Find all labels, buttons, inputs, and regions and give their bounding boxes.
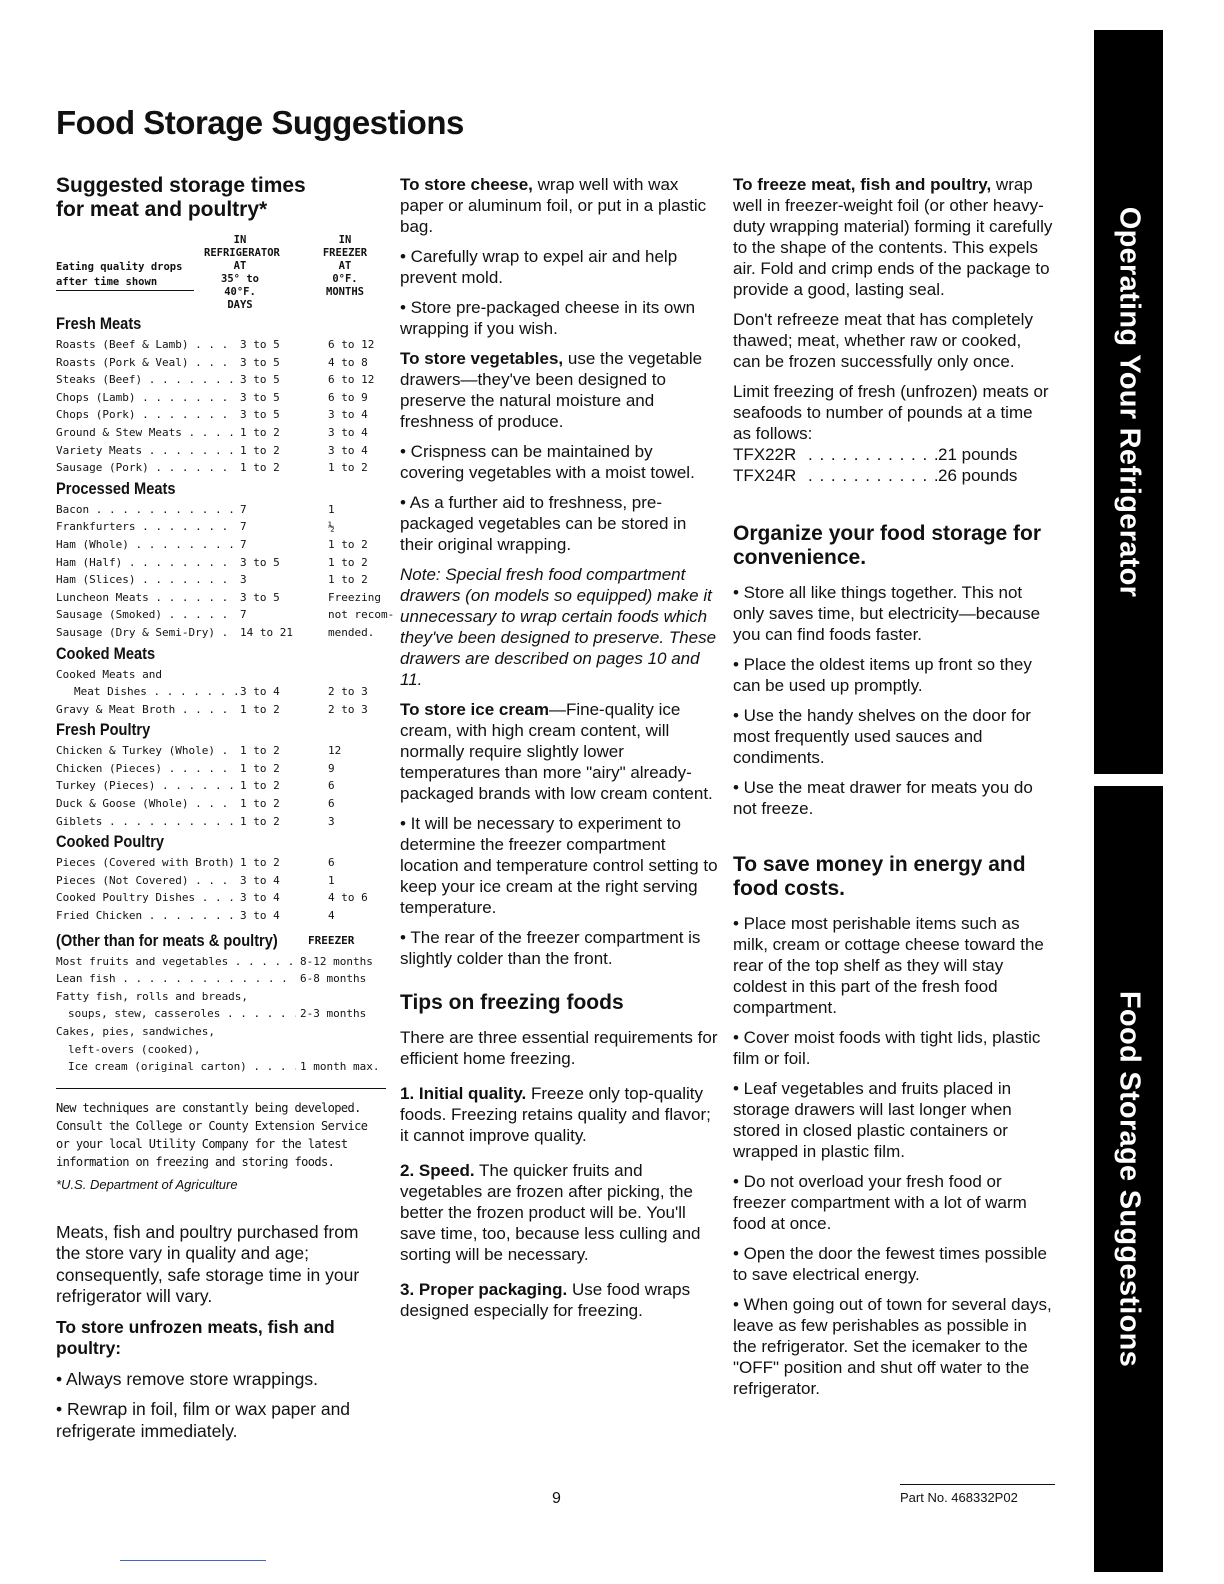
refrigerator-days: 7 — [238, 606, 247, 624]
storage-column — [56, 174, 395, 1451]
table-row — [56, 501, 386, 519]
money-bullet-4: • Do not overload your fresh food or freezer compartment with a lot of warm food at once. — [733, 1172, 1027, 1233]
part-number: Part No. 468332P02 — [900, 1484, 1055, 1505]
table-row — [56, 970, 386, 988]
table-row — [56, 424, 386, 442]
freezer-months: 3 to 4 — [328, 425, 368, 439]
refrigerator-days: 3 to 5 — [238, 589, 280, 607]
tip-2: 2. Speed. The quicker fruits and vegetables are frozen after picking, the better the frozen product will be. You'll save time, too, because less culling and sorting will be necessary. — [400, 1161, 701, 1264]
drawers-note: Note: Special fresh food compartment drawers (on models so equipped) make it unnecessary to wrap certain foods which they've been designed to preserve. These drawers are described on pages 10 and 11. — [400, 565, 717, 689]
table-row — [56, 872, 386, 890]
freezer-months: 4 — [328, 909, 335, 923]
table-row — [56, 813, 386, 831]
freezer-months: 3 to 4 — [328, 443, 368, 457]
money-bullet-1: • Place most perishable items such as milk, cream or cottage cheese toward the rear of the top shelf as they will stay coldest in this part of the fresh food compartment. — [733, 914, 1044, 1017]
food-item: Cooked Poultry Dishes . . . — [56, 889, 236, 907]
food-item: Bacon . . . — [56, 501, 236, 519]
techniques-note: New techniques are constantly being developed. Consult the College or County Extension Service or your local Utility Company for the latest information on freezing and storing foods. — [56, 1100, 368, 1169]
table-row — [56, 666, 386, 684]
storage-heading: Suggested storage times for meat and poultry* — [56, 174, 306, 221]
freezer-time: 6-8 months — [298, 970, 366, 988]
food-item: Meat Dishes . . . — [74, 683, 254, 701]
table-row — [56, 371, 386, 389]
meats-purchased-text: Meats, fish and poultry purchased from the store vary in quality and age; consequently, safe storage time in your refrigerator will vary. — [56, 1221, 360, 1307]
food-item: Cooked Meats and — [56, 667, 162, 681]
page-title: Food Storage Suggestions — [56, 104, 464, 141]
freezer-months: 1 to 2 — [328, 461, 368, 475]
food-item: Pieces (Not Covered) . . . — [56, 872, 236, 890]
refrigerator-days: 1 to 2 — [238, 760, 280, 778]
category-heading: Cooked Poultry — [56, 832, 165, 852]
freezer-months: 6 — [328, 856, 335, 870]
freezer-months: 6 to 12 — [328, 373, 375, 387]
cheese-bullet-1: • Carefully wrap to expel air and help prevent mold. — [400, 247, 678, 287]
table-row — [56, 683, 386, 701]
food-item: left-overs (cooked), — [68, 1042, 201, 1056]
refrigerator-days: 1 to 2 — [238, 854, 280, 872]
food-item: Luncheon Meats . . . — [56, 589, 236, 607]
refrigerator-days: 3 to 5 — [238, 389, 280, 407]
source-note: *U.S. Department of Agriculture — [56, 1176, 238, 1192]
table-row — [56, 777, 386, 795]
model-row: TFX22R . . . 21 pounds — [733, 444, 1033, 465]
table-row — [56, 442, 386, 460]
refrigerator-days: 7 — [238, 518, 247, 536]
food-item: Duck & Goose (Whole) . . . — [56, 795, 236, 813]
food-item: Fatty fish, rolls and breads, — [56, 989, 249, 1003]
page-number: 9 — [552, 1490, 561, 1507]
refrigerator-days: 1 to 2 — [238, 701, 280, 719]
freezer-months: 6 — [328, 779, 335, 793]
freezer-months: 1 — [328, 873, 335, 887]
right-column — [733, 174, 1053, 1408]
money-bullet-5: • Open the door the fewest times possible to save electrical energy. — [733, 1244, 1048, 1284]
table-row — [56, 953, 386, 971]
freeze-meat-paragraph: To freeze meat, fish and poultry, wrap well in freezer-weight foil (or other heavy-duty wrapping material) forming it carefully to the shape of the contents. This expels air. Fold and crimp ends of the package to provide a good, lasting seal. — [733, 175, 1053, 299]
vegetables-bullet-2: • As a further aid to freshness, pre-packaged vegetables can be stored in their original wrapping. — [400, 493, 687, 554]
other-foods-label: (Other than for meats & poultry) — [56, 930, 278, 950]
refrigerator-days: 1 to 2 — [238, 777, 280, 795]
freezer-months: 1 to 2 — [328, 555, 368, 569]
table-row — [56, 459, 386, 477]
organize-bullet-1: • Store all like things together. This not only saves time, but electricity—because you can find foods faster. — [733, 583, 1041, 644]
freezer-months: 9 — [328, 761, 335, 775]
category-heading: Processed Meats — [56, 478, 176, 498]
table-row — [56, 354, 386, 372]
unfrozen-bullet-2: • Rewrap in foil, film or wax paper and refrigerate immediately. — [56, 1399, 351, 1441]
freezer-months: not recom- — [328, 608, 395, 622]
food-item: Sausage (Dry & Semi-Dry) . . . — [56, 624, 236, 642]
tips-intro: There are three essential requirements for efficient home freezing. — [400, 1028, 718, 1068]
food-item: Chops (Lamb) . . . — [56, 389, 236, 407]
freezer-months: 4 to 8 — [328, 355, 368, 369]
food-item: Sausage (Pork) . . . — [56, 459, 236, 477]
food-item: Cakes, pies, sandwiches, — [56, 1025, 215, 1038]
category-heading: Cooked Meats — [56, 643, 156, 663]
organize-bullet-2: • Place the oldest items up front so they can be used up promptly. — [733, 655, 1032, 695]
table-row — [56, 1023, 386, 1041]
middle-column — [400, 174, 718, 1330]
food-item: Ham (Slices) . . . — [56, 571, 236, 589]
food-item: Ham (Whole) . . . — [56, 536, 236, 554]
food-item: Chicken & Turkey (Whole) . . . — [56, 742, 236, 760]
refrigerator-days: 1 to 2 — [238, 742, 280, 760]
table-row — [56, 1041, 386, 1059]
eating-quality-label: Eating quality drops after time shown — [56, 260, 194, 291]
refrigerator-days: 3 to 5 — [238, 336, 280, 354]
tip-3: 3. Proper packaging. Use food wraps designed especially for freezing. — [400, 1280, 691, 1320]
cheese-paragraph: To store cheese, wrap well with wax paper or aluminum foil, or put in a plastic bag. — [400, 175, 707, 236]
freezer-column-header: IN FREEZER AT 0°F. MONTHS — [322, 234, 368, 298]
refrigerator-days: 3 to 4 — [238, 683, 280, 701]
food-item: Fried Chicken . . . — [56, 907, 236, 925]
refrigerator-days: 3 to 5 — [238, 354, 280, 372]
food-item: Frankfurters . . . — [56, 518, 236, 536]
organize-heading: Organize your food storage for convenience. — [733, 522, 1042, 569]
refrigerator-days: 14 to 21 — [238, 624, 293, 642]
table-row — [56, 907, 386, 925]
ice-cream-paragraph: To store ice cream—Fine-quality ice cream, with high cream content, will normally require slightly lower temperatures than more "airy" already-packaged brands with low cream content. — [400, 700, 713, 803]
other-freezer-label: FREEZER — [308, 933, 355, 947]
table-row — [56, 854, 386, 872]
money-heading: To save money in energy and food costs. — [733, 853, 1026, 900]
food-item: Sausage (Smoked) . . . — [56, 606, 236, 624]
unfrozen-bullet-1: • Always remove store wrappings. — [56, 1368, 318, 1389]
ice-cream-bullet-2: • The rear of the freezer compartment is slightly colder than the front. — [400, 928, 701, 968]
category-heading: Fresh Poultry — [56, 720, 151, 740]
freezer-time: 1 month max. — [298, 1058, 379, 1076]
table-row — [56, 406, 386, 424]
freezer-months: 3 to 4 — [328, 408, 368, 422]
refrigerator-days: 3 to 4 — [238, 907, 280, 925]
table-row — [56, 701, 386, 719]
money-bullet-2: • Cover moist foods with tight lids, plastic film or foil. — [733, 1028, 1041, 1068]
freezer-months: 6 to 9 — [328, 390, 368, 404]
food-item: Most fruits and vegetables . . . — [56, 953, 296, 971]
table-row — [56, 1005, 386, 1023]
tips-heading: Tips on freezing foods — [400, 991, 624, 1014]
food-item: Ham (Half) . . . — [56, 554, 236, 572]
freezer-months: 1 — [328, 502, 335, 516]
refrigerator-days: 3 — [238, 571, 247, 589]
unfrozen-heading: To store unfrozen meats, fish and poultry: — [56, 1316, 335, 1359]
freezer-months: 1 to 2 — [328, 573, 368, 587]
vegetables-bullet-1: • Crispness can be maintained by covering vegetables with a moist towel. — [400, 442, 695, 482]
table-row — [56, 889, 386, 907]
storage-table — [56, 314, 395, 925]
table-row — [56, 589, 386, 607]
food-item: Roasts (Beef & Lamb) . . . — [56, 336, 236, 354]
tip-1: 1. Initial quality. Freeze only top-quality foods. Freezing retains quality and flavor; it cannot improve quality. — [400, 1084, 711, 1145]
food-item: Steaks (Beef) . . . — [56, 371, 236, 389]
category-heading: Fresh Meats — [56, 314, 142, 333]
refrigerator-days: 1 to 2 — [238, 813, 280, 831]
table-row — [56, 1058, 386, 1076]
freezer-months: ½ — [328, 520, 335, 534]
other-foods-table — [56, 953, 386, 1076]
freezer-months: 2 to 3 — [328, 685, 368, 699]
freezer-months: 1 to 2 — [328, 537, 368, 551]
food-item: Ice cream (original carton) . . . — [68, 1058, 296, 1076]
side-tab-label: Food Storage Suggestions — [1113, 990, 1145, 1368]
freezer-time: 8-12 months — [298, 953, 373, 971]
table-row — [56, 760, 386, 778]
refrigerator-days: 3 to 4 — [238, 889, 280, 907]
money-bullet-6: • When going out of town for several days, leave as few perishables as possible in the refrigerator. Set the icemaker to the "OFF" position and shut off water to the refrigerator. — [733, 1295, 1052, 1398]
table-row — [56, 554, 386, 572]
freezer-months: 6 to 12 — [328, 338, 375, 351]
refrigerator-days: 1 to 2 — [238, 424, 280, 442]
freezer-months: 4 to 6 — [328, 891, 368, 905]
organize-bullet-4: • Use the meat drawer for meats you do not freeze. — [733, 778, 1033, 818]
refrigerator-days: 3 to 4 — [238, 872, 280, 890]
food-item: Turkey (Pieces) . . . — [56, 777, 236, 795]
table-row — [56, 624, 386, 642]
food-item: Roasts (Pork & Veal) . . . — [56, 354, 236, 372]
freezer-months: 2 to 3 — [328, 702, 368, 716]
refrigerator-days: 3 to 5 — [238, 554, 280, 572]
vegetables-paragraph: To store vegetables, use the vegetable drawers—they've been designed to preserve the natural moisture and freshness of produce. — [400, 349, 703, 431]
table-row — [56, 336, 386, 354]
refrigerator-days: 3 to 5 — [238, 371, 280, 389]
freezer-months: 6 — [328, 797, 335, 811]
table-row — [56, 536, 386, 554]
food-item: Variety Meats . . . — [56, 442, 236, 460]
refrigerator-days: 1 to 2 — [238, 795, 280, 813]
model-row: TFX24R . . . 26 pounds — [733, 465, 1033, 486]
side-tab-label: Operating Your Refrigerator — [1113, 206, 1145, 598]
food-item: Giblets . . . — [56, 813, 236, 831]
refrigerator-days: 7 — [238, 536, 247, 554]
refrigerator-days: 7 — [238, 501, 247, 519]
freezer-months: 3 — [328, 814, 335, 828]
storage-table-header — [56, 234, 386, 312]
food-item: Gravy & Meat Broth . . . — [56, 701, 236, 719]
side-tab-operating — [1094, 30, 1163, 774]
food-item: Pieces (Covered with Broth) . . . — [56, 854, 236, 872]
divider — [56, 1088, 386, 1089]
food-item: Lean fish . . . — [56, 970, 296, 988]
freezer-months: 12 — [328, 744, 342, 758]
organize-bullet-3: • Use the handy shelves on the door for most frequently used sauces and condiments. — [733, 706, 1031, 767]
table-row — [56, 742, 386, 760]
table-row — [56, 795, 386, 813]
table-row — [56, 606, 395, 624]
other-foods-header — [56, 931, 386, 953]
food-item: Chops (Pork) . . . — [56, 406, 236, 424]
refreeze-paragraph: Don't refreeze meat that has completely thawed; meat, whether raw or cooked, can be frozen successfully only once. — [733, 310, 1033, 371]
table-row — [56, 389, 386, 407]
table-row — [56, 988, 386, 1006]
freezer-months: mended. — [328, 625, 375, 639]
table-row — [56, 571, 386, 589]
food-item: Chicken (Pieces) . . . — [56, 760, 236, 778]
refrigerator-days: 1 to 2 — [238, 459, 280, 477]
refrigerator-days: 1 to 2 — [238, 442, 280, 460]
side-tab-food-storage — [1094, 786, 1163, 1572]
cheese-bullet-2: • Store pre-packaged cheese in its own wrapping if you wish. — [400, 298, 696, 338]
divider — [120, 1560, 266, 1561]
food-item: Ground & Stew Meats . . . — [56, 424, 236, 442]
table-row — [56, 518, 386, 536]
refrigerator-days: 3 to 5 — [238, 406, 280, 424]
freezer-time: 2-3 months — [298, 1005, 366, 1023]
money-bullet-3: • Leaf vegetables and fruits placed in storage drawers will last longer when stored in closed plastic containers or wrapped in plastic film. — [733, 1079, 1012, 1161]
freezer-months: Freezing — [328, 590, 381, 604]
ice-cream-bullet-1: • It will be necessary to experiment to determine the freezer compartment location and temperature control setting to keep your ice cream at the right serving temperature. — [400, 814, 718, 917]
refrigerator-column-header: IN REFRIGERATOR AT 35° to 40°F. DAYS — [204, 234, 280, 311]
food-item: soups, stew, casseroles . . . — [68, 1005, 296, 1023]
limit-paragraph: Limit freezing of fresh (unfrozen) meats or seafoods to number of pounds at a time as follows: — [733, 382, 1049, 443]
